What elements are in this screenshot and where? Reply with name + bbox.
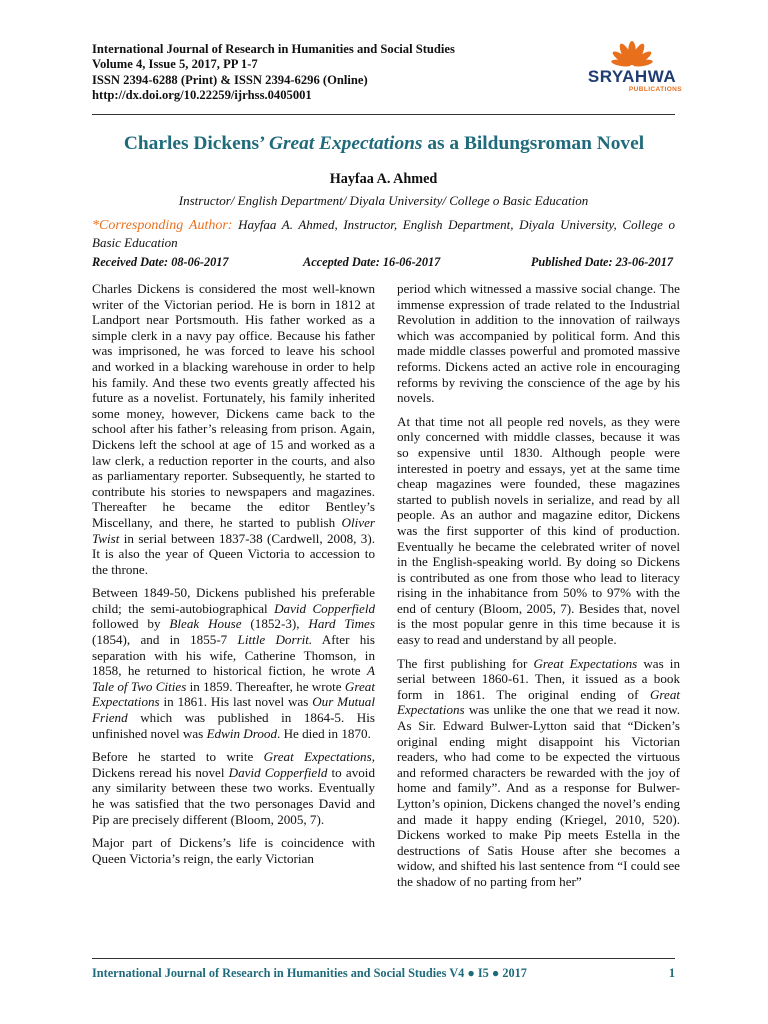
paragraph xyxy=(92,749,375,827)
journal-header xyxy=(92,42,572,104)
italic-title: Little Dorrit. xyxy=(237,632,313,648)
paragraph xyxy=(92,281,375,577)
paragraph-text: in serial between 1837-38 (Cardwell, 2008, 3). It is also the year of Queen Victoria to accession to the throne. xyxy=(92,530,375,577)
publisher-logo xyxy=(582,40,682,96)
footer-journal: International Journal of Research in Humanities and Social Studies V4 ● I5 ● 2017 xyxy=(92,966,527,980)
paragraph-text: followed by xyxy=(92,616,161,632)
paragraph-text: (1852-3), xyxy=(250,616,300,632)
title-part-1: Charles Dickens’ xyxy=(123,133,265,154)
corresponding-author xyxy=(92,216,675,251)
paragraph-text: After his separation with his wife, Catherine Thomson, in 1858, he returned to historical fiction, he wrote xyxy=(92,632,375,679)
paragraph-text: was in serial between 1860-61. Then, it issued as a book form in 1861. The original ending of xyxy=(397,655,680,702)
paragraph-text: Between 1849-50, Dickens published his preferable child; the semi-autobiographical xyxy=(92,585,375,616)
paragraph-text: which was published in 1864-5. His unfinished novel was xyxy=(92,710,375,741)
italic-title: Our Mutual Friend xyxy=(92,694,375,726)
article-dates xyxy=(92,255,675,273)
paragraph-text: At that time not all people red novels, as they were only concerned with middle classes, because it was so expensive until 1830. Although people were interested in poetry and essays, yet at the same time cheap magazines were founded, these magazines started to publish novels in serialize, and read by all people. As an author and magazine editor, Dickens was the first supporter of this kind of production. Eventually he became the celebrated writer of novel in the English-speaking world. By doing so Dickens is contributed as one from those who lead to literacy rising in the inhabitance from 50% to 97% with the end of century (Bloom, 2005, 7). Besides that, novel is the most popular genre in this time because it is easy to read and understand by all people. xyxy=(397,413,680,648)
paragraph-text: in 1859. Thereafter, he wrote xyxy=(189,678,342,694)
italic-title: Edwin Drood xyxy=(206,725,278,741)
italic-title: Hard Times xyxy=(308,616,375,632)
received-date: Received Date: 08-06-2017 xyxy=(92,255,229,269)
journal-doi[interactable]: http://dx.doi.org/10.22259/ijrhss.0405001 xyxy=(92,88,312,103)
paragraph-text: was unlike the one that we read it now. As Sir. Edward Bulwer-Lytton said that “Dicken’s original ending might disappoint his Victorian readers, who had come to be expected the virtuous and reformed characters be rewarded with the joy of home and family”. And as a response for Bulwer-Lytton’s opinion, Dickens changed the novel’s ending and made it happy ending (Kriegel, 2010, 520). Dickens worked to make Pip meets Estella in the destructions of Satis House after she becomes a widow, and shifted his last sentence from “I could see the shadow of no parting from her” xyxy=(397,702,680,889)
journal-volume: Volume 4, Issue 5, 2017, PP 1-7 xyxy=(92,57,258,72)
paragraph-text: Major part of Dickens’s life is coincidence with Queen Victoria’s reign, the early Victorian xyxy=(92,835,375,866)
corresponding-text: Hayfaa A. Ahmed, Instructor, English Department, Diyala University, College o Basic Education xyxy=(92,217,675,250)
author-name: Hayfaa A. Ahmed xyxy=(329,171,438,187)
accepted-date: Accepted Date: 16-06-2017 xyxy=(303,255,441,269)
italic-title: Oliver Twist xyxy=(92,514,375,546)
logo-subtitle: PUBLICATIONS xyxy=(628,86,682,93)
paragraph-text: Before he started to write xyxy=(92,749,254,765)
italic-title: A Tale of Two Cities xyxy=(92,663,376,694)
author-affiliation: Instructor/ English Department/ Diyala University/ College o Basic Education xyxy=(178,193,589,208)
paragraph-text: period which witnessed a massive social change. The immense expression of trade related to the Industrial Revolution in addition to the innovation of railways which was accompanied by political form. And this made middle classes powerful and promoted massive reforms. Dickens acted an active role in encouraging reforms by reviving the conscience of the age by his novels. xyxy=(397,281,680,406)
italic-title: Great Expectations xyxy=(92,678,375,710)
title-part-3: as a Bildungsroman Novel xyxy=(427,133,645,154)
paragraph-text: . He died in 1870. xyxy=(277,725,371,741)
header-rule xyxy=(92,114,675,115)
paragraph-text: to avoid any similarity between these two works. Eventually he was satisfied that the two personages David and Pip are precisely different (Bloom, 2005, 7). xyxy=(92,764,375,827)
italic-title: David Copperfield xyxy=(274,600,375,616)
page-footer xyxy=(92,966,675,986)
paragraph-text: (1854), and in 1855-7 xyxy=(92,632,228,648)
published-date: Published Date: 23-06-2017 xyxy=(530,255,673,269)
footer-rule xyxy=(92,958,675,959)
paragraph-text: in 1861. His last novel was xyxy=(163,694,309,710)
paragraph xyxy=(397,656,680,890)
italic-title: David Copperfield xyxy=(228,764,328,780)
paragraph-text: The first publishing for xyxy=(397,655,528,671)
paragraph xyxy=(92,585,375,741)
corresponding-label: *Corresponding Author: xyxy=(92,218,233,233)
paragraph xyxy=(397,414,680,648)
logo-wordmark: SRYAHWA xyxy=(587,67,677,86)
journal-name: International Journal of Research in Humanities and Social Studies xyxy=(92,42,455,56)
journal-issn: ISSN 2394-6288 (Print) & ISSN 2394-6296 (Online) xyxy=(92,72,368,87)
body-column-left xyxy=(92,281,375,874)
paragraph-text: , Dickens reread his novel xyxy=(92,749,375,780)
italic-title: Great Expectations xyxy=(397,686,680,718)
page-number: 1 xyxy=(668,966,675,980)
paragraph xyxy=(92,835,375,866)
title-part-2: Great Expectations xyxy=(268,133,423,154)
paragraph-text: Charles Dickens is considered the most well-known writer of the Victorian period. He is born in 1812 at Landport near Portsmouth. His father worked as a simple clerk in a navy pay office. Because his father was imprisoned, he was forced to leave his school and worked in a blacking warehouse in order to help his family. And these two events greatly affected his future as a novelist. Fortunately, his family inherited some money, however, Dickens came back to the school after his father’s releasing from prison. Again, Dickens left the school at age of 15 and worked as a law clerk, a reduction reporter in the courts, and also as parliamentary reporter. Subsequently, he started to contribute his stories to newspapers and magazines. Thereafter he became the editor Bentley’s Miscellany, and there, he started to publish xyxy=(92,281,375,530)
article-title xyxy=(60,133,708,155)
paragraph xyxy=(397,281,680,406)
italic-title: Bleak House xyxy=(169,616,242,632)
italic-title: Great Expectations xyxy=(533,655,638,671)
body-column-right xyxy=(397,281,680,898)
italic-title: Great Expectations xyxy=(263,749,372,765)
